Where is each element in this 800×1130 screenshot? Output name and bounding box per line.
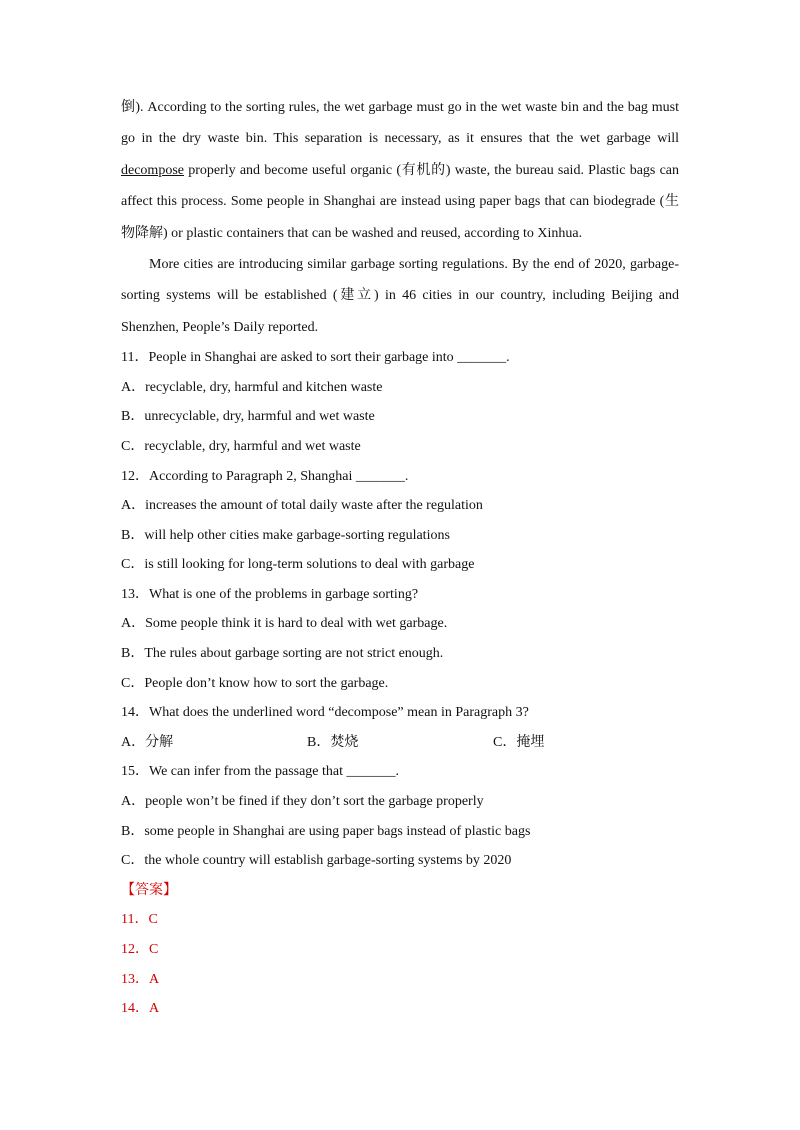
question-14 [121, 698, 679, 757]
underlined-word: decompose [121, 162, 184, 178]
answer-option: B．will help other cities make garbage-sorting regulations [121, 527, 450, 543]
answer-option: B．unrecyclable, dry, harmful and wet waste [121, 409, 375, 425]
answer-option: A．increases the amount of total daily waste after the regulation [121, 498, 483, 514]
question-stem: 14．What does the underlined word “decompose” mean in Paragraph 3? [121, 705, 529, 721]
document-page [121, 92, 679, 1024]
answer-option: B．some people in Shanghai are using paper bags instead of plastic bags [121, 823, 531, 839]
answer-option: C．is still looking for long-term solutions to deal with garbage [121, 557, 475, 573]
answer-option: A．Some people think it is hard to deal with wet garbage. [121, 616, 448, 632]
answer-option: A．recyclable, dry, harmful and kitchen waste [121, 379, 383, 395]
answer-option: B．The rules about garbage sorting are not strict enough. [121, 646, 444, 662]
question-11 [121, 343, 679, 461]
question-stem: 12．According to Paragraph 2, Shanghai _______. [121, 468, 409, 484]
passage-line: affect this process. Some people in Shanghai are instead using paper bags that can biodegrade (生 [121, 194, 679, 210]
answer-option: A．分解 [121, 734, 174, 750]
answer-option: A．people won’t be fined if they don’t sort the garbage properly [121, 794, 484, 810]
answer-item: 11．C [121, 912, 158, 928]
answer-option: C．People don’t know how to sort the garbage. [121, 675, 389, 691]
answer-section [121, 876, 679, 1024]
answer-item: 13．A [121, 971, 160, 987]
passage-line-text: properly and become useful organic (有机的) waste, the bureau said. Plastic bags can [183, 162, 679, 178]
question-stem: 11．People in Shanghai are asked to sort their garbage into _______. [121, 350, 510, 366]
question-stem: 15．We can infer from the passage that _______. [121, 764, 400, 780]
passage-line [121, 155, 679, 186]
passage-line: sorting systems will be established (建立) in 46 cities in our country, including Beijing and [121, 288, 679, 304]
question-stem: 13．What is one of the problems in garbage sorting? [121, 586, 419, 602]
question-15 [121, 757, 679, 875]
passage-line: 倒). According to the sorting rules, the wet garbage must go in the wet waste bin and the bag must [121, 100, 679, 115]
answer-option: C．the whole country will establish garbage-sorting systems by 2020 [121, 853, 512, 869]
passage-paragraph-1 [121, 92, 679, 249]
passage-line: go in the dry waste bin. This separation is necessary, as it ensures that the wet garbage will [121, 131, 679, 147]
question-13 [121, 580, 679, 698]
passage-line: Shenzhen, People’s Daily reported. [121, 319, 319, 335]
passage-paragraph-2 [121, 249, 679, 343]
passage-line: 物降解) or plastic containers that can be washed and reused, according to Xinhua. [121, 225, 583, 241]
question-12 [121, 462, 679, 580]
answer-option-row [121, 728, 679, 758]
answer-option: B．焚烧 [307, 734, 359, 750]
answer-heading: 【答案】 [121, 882, 177, 898]
answer-item: 14．A [121, 1001, 160, 1017]
answer-option: C．recyclable, dry, harmful and wet waste [121, 438, 361, 454]
answer-item: 12．C [121, 942, 159, 957]
answer-option: C．掩埋 [493, 734, 545, 750]
passage-line: More cities are introducing similar garbage sorting regulations. By the end of 2020, garbage- [149, 256, 679, 272]
